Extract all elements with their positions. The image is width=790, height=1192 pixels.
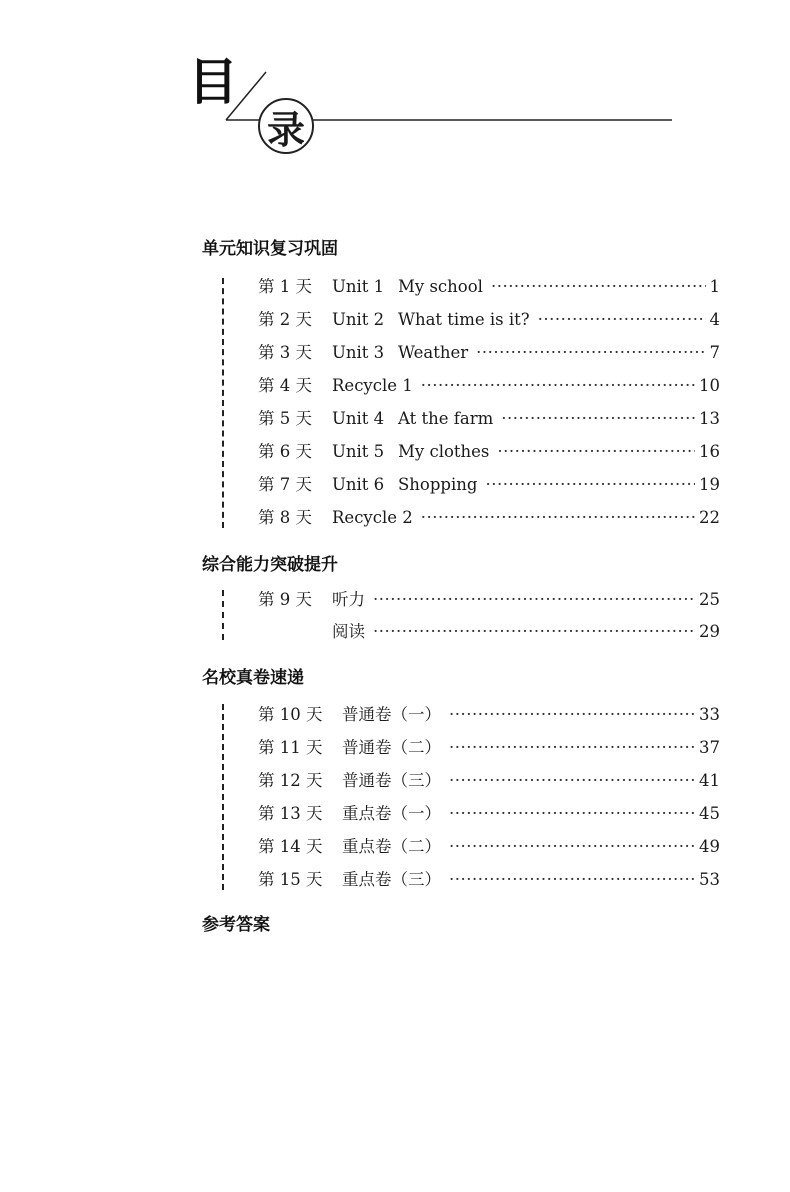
section-bracket xyxy=(222,278,224,528)
toc-entry[interactable] xyxy=(258,441,720,463)
entry-page: 7 xyxy=(709,343,720,362)
leader-dots xyxy=(421,375,695,397)
header-char-lu-circle xyxy=(258,98,314,154)
entry-unit: 阅读 xyxy=(332,622,365,641)
entry-unit: Unit 1 xyxy=(332,277,385,296)
entry-page: 25 xyxy=(699,590,720,609)
leader-dots xyxy=(491,276,706,298)
entry-unit: Unit 4 xyxy=(332,409,385,428)
entry-title: My clothes xyxy=(398,442,490,461)
entry-page: 33 xyxy=(699,705,720,724)
entry-title: My school xyxy=(398,277,483,296)
entry-page: 49 xyxy=(699,837,720,856)
entry-day: 第 7 天 xyxy=(258,475,312,494)
entry-day: 第 9 天 xyxy=(258,590,312,609)
leader-dots xyxy=(538,309,706,331)
entry-page: 45 xyxy=(699,804,720,823)
entry-page: 22 xyxy=(699,508,720,527)
entry-page: 53 xyxy=(699,870,720,889)
entry-unit: Unit 5 xyxy=(332,442,385,461)
toc-entry[interactable] xyxy=(258,770,720,792)
section-title-comprehensive: 综合能力突破提升 xyxy=(202,555,338,575)
entry-day: 第 11 天 xyxy=(258,738,323,757)
entry-unit: 普通卷（一） xyxy=(342,705,441,724)
entry-day: 第 6 天 xyxy=(258,442,312,461)
leader-dots xyxy=(421,507,695,529)
entry-day: 第 1 天 xyxy=(258,277,312,296)
entry-page: 1 xyxy=(709,277,720,296)
entry-page: 16 xyxy=(699,442,720,461)
entry-unit: 重点卷（一） xyxy=(342,804,441,823)
leader-dots xyxy=(501,408,695,430)
leader-dots xyxy=(449,869,695,891)
entry-day: 第 5 天 xyxy=(258,409,312,428)
leader-dots xyxy=(485,474,695,496)
entry-title: Weather xyxy=(398,343,469,362)
entry-day: 第 12 天 xyxy=(258,771,323,790)
leader-dots xyxy=(449,704,695,726)
toc-entry[interactable] xyxy=(258,621,720,643)
entry-unit: Recycle 1 xyxy=(332,376,413,395)
leader-dots xyxy=(449,803,695,825)
entry-day: 第 14 天 xyxy=(258,837,323,856)
toc-entry[interactable] xyxy=(258,276,720,298)
entry-page: 4 xyxy=(709,310,720,329)
entry-unit: 普通卷（三） xyxy=(342,771,441,790)
toc-entry[interactable] xyxy=(258,342,720,364)
toc-entry[interactable] xyxy=(258,474,720,496)
section-bracket xyxy=(222,590,224,640)
entry-unit: Unit 6 xyxy=(332,475,385,494)
entry-unit: 普通卷（二） xyxy=(342,738,441,757)
entry-page: 19 xyxy=(699,475,720,494)
toc-entry[interactable] xyxy=(258,507,720,529)
entry-day: 第 13 天 xyxy=(258,804,323,823)
leader-dots xyxy=(476,342,705,364)
entry-day: 第 10 天 xyxy=(258,705,323,724)
header-char-mu: 目 xyxy=(188,53,238,111)
entry-page: 37 xyxy=(699,738,720,757)
entry-unit: Recycle 2 xyxy=(332,508,413,527)
toc-entry[interactable] xyxy=(258,803,720,825)
entry-unit: Unit 2 xyxy=(332,310,385,329)
entry-page: 29 xyxy=(699,622,720,641)
header-char-lu: 录 xyxy=(266,107,305,152)
leader-dots xyxy=(497,441,695,463)
entry-page: 13 xyxy=(699,409,720,428)
toc-entry[interactable] xyxy=(258,408,720,430)
toc-entry[interactable] xyxy=(258,704,720,726)
entry-unit: 听力 xyxy=(332,590,365,609)
leader-dots xyxy=(373,589,695,611)
entry-day: 第 8 天 xyxy=(258,508,312,527)
section-title-real-exams: 名校真卷速递 xyxy=(202,668,304,688)
leader-dots xyxy=(449,836,695,858)
toc-entry[interactable] xyxy=(258,309,720,331)
entry-day: 第 3 天 xyxy=(258,343,312,362)
leader-dots xyxy=(449,737,695,759)
section-title-unit-review: 单元知识复习巩固 xyxy=(202,239,338,259)
header-decoration xyxy=(0,0,790,200)
entry-day: 第 4 天 xyxy=(258,376,312,395)
entry-page: 41 xyxy=(699,771,720,790)
section-bracket xyxy=(222,704,224,890)
leader-dots xyxy=(449,770,695,792)
entry-unit: 重点卷（二） xyxy=(342,837,441,856)
section-title-answers[interactable]: 参考答案 xyxy=(202,915,270,935)
entry-page: 10 xyxy=(699,376,720,395)
entry-unit: Unit 3 xyxy=(332,343,385,362)
toc-entry[interactable] xyxy=(258,589,720,611)
entry-title: Shopping xyxy=(398,475,478,494)
toc-entry[interactable] xyxy=(258,836,720,858)
toc-entry[interactable] xyxy=(258,737,720,759)
entry-day: 第 15 天 xyxy=(258,870,323,889)
entry-day: 第 2 天 xyxy=(258,310,312,329)
entry-title: At the farm xyxy=(398,409,494,428)
entry-title: What time is it? xyxy=(398,310,530,329)
toc-entry[interactable] xyxy=(258,869,720,891)
entry-unit: 重点卷（三） xyxy=(342,870,441,889)
leader-dots xyxy=(373,621,695,643)
toc-entry[interactable] xyxy=(258,375,720,397)
